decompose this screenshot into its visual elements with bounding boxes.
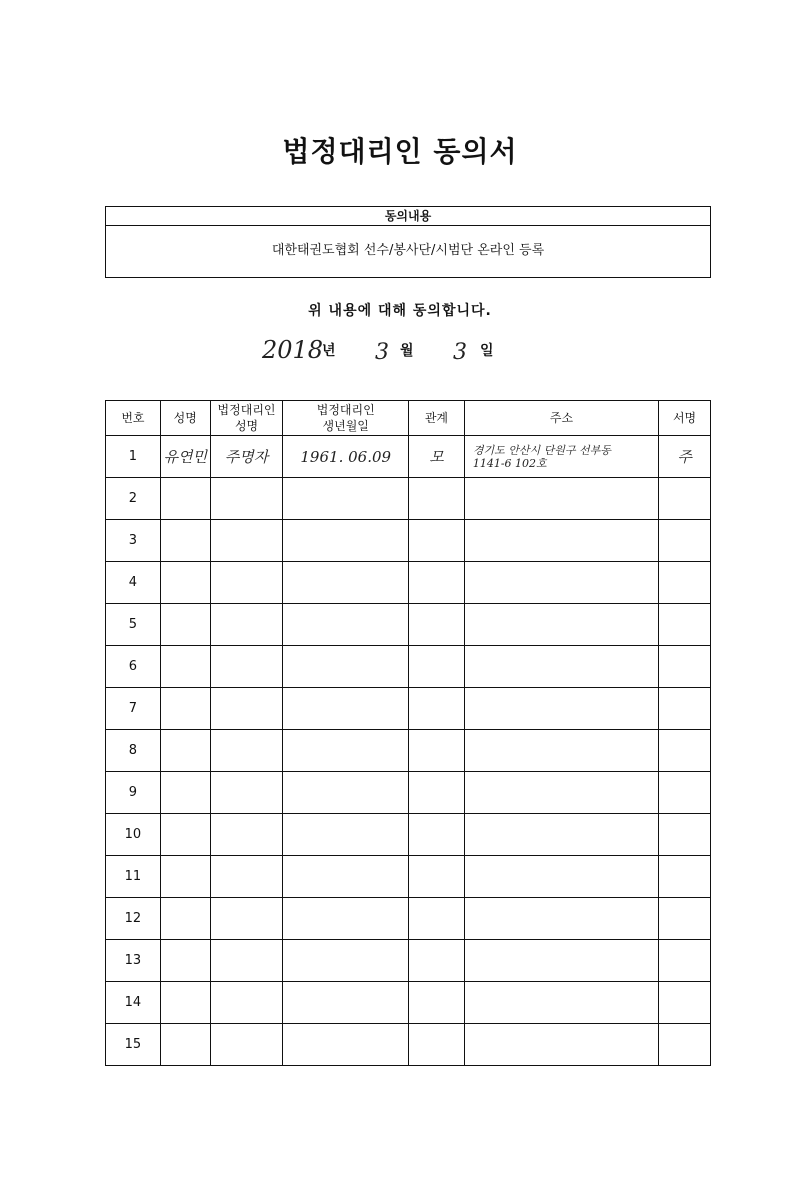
header-rep-name-line2: 성명 <box>234 419 259 433</box>
rep-name[interactable] <box>210 688 283 730</box>
rep-name[interactable] <box>210 520 283 562</box>
address[interactable] <box>464 982 658 1024</box>
row-number: 5 <box>106 604 161 646</box>
student-name[interactable] <box>160 1024 210 1066</box>
table-row <box>106 520 711 562</box>
relation[interactable] <box>409 814 465 856</box>
rep-name[interactable] <box>210 856 283 898</box>
address[interactable] <box>464 814 658 856</box>
header-rep-birth <box>283 401 409 436</box>
row-number: 10 <box>106 814 161 856</box>
relation[interactable] <box>409 982 465 1024</box>
row-number: 7 <box>106 688 161 730</box>
rep-birth[interactable] <box>283 478 409 520</box>
rep-name[interactable] <box>210 562 283 604</box>
row-number: 14 <box>106 982 161 1024</box>
row-number: 4 <box>106 562 161 604</box>
rep-birth[interactable] <box>283 604 409 646</box>
consent-box <box>105 206 711 278</box>
address[interactable] <box>464 856 658 898</box>
table-row <box>106 982 711 1024</box>
rep-name[interactable] <box>210 646 283 688</box>
table-row <box>106 478 711 520</box>
address-line2: 1141-6 102호 <box>472 456 547 470</box>
relation[interactable] <box>409 520 465 562</box>
row-number: 2 <box>106 478 161 520</box>
signature[interactable] <box>659 646 711 688</box>
signature[interactable] <box>659 562 711 604</box>
date-day-value: 3 <box>453 340 467 365</box>
student-name[interactable] <box>160 730 210 772</box>
student-name: 유연민 <box>160 436 210 478</box>
address[interactable] <box>464 730 658 772</box>
relation[interactable] <box>409 856 465 898</box>
rep-name[interactable] <box>210 730 283 772</box>
relation[interactable] <box>409 562 465 604</box>
address[interactable] <box>464 604 658 646</box>
row-number: 1 <box>106 436 161 478</box>
address[interactable] <box>464 898 658 940</box>
rep-birth[interactable] <box>283 772 409 814</box>
rep-name[interactable] <box>210 772 283 814</box>
rep-birth[interactable] <box>283 982 409 1024</box>
date-month-value: 3 <box>375 340 389 365</box>
address[interactable] <box>464 520 658 562</box>
header-rep-name <box>210 401 283 436</box>
rep-birth[interactable] <box>283 562 409 604</box>
signature[interactable] <box>659 604 711 646</box>
row-number: 3 <box>106 520 161 562</box>
header-no: 번호 <box>106 401 161 436</box>
rep-birth[interactable] <box>283 814 409 856</box>
header-sign: 서명 <box>659 401 711 436</box>
signature[interactable] <box>659 478 711 520</box>
header-relation: 관계 <box>409 401 465 436</box>
student-name[interactable] <box>160 562 210 604</box>
document-title: 법정대리인 동의서 <box>282 135 518 168</box>
row-number: 11 <box>106 856 161 898</box>
table-row <box>106 730 711 772</box>
rep-birth[interactable] <box>283 730 409 772</box>
rep-name[interactable] <box>210 478 283 520</box>
student-name[interactable] <box>160 982 210 1024</box>
relation[interactable] <box>409 478 465 520</box>
consent-table <box>105 400 711 1066</box>
relation[interactable] <box>409 940 465 982</box>
signature[interactable] <box>659 940 711 982</box>
agree-statement: 위 내용에 대해 동의합니다. <box>308 303 492 319</box>
address <box>464 436 658 478</box>
relation[interactable] <box>409 730 465 772</box>
table-row <box>106 898 711 940</box>
rep-name[interactable] <box>210 940 283 982</box>
student-name[interactable] <box>160 688 210 730</box>
row-number: 13 <box>106 940 161 982</box>
student-name[interactable] <box>160 646 210 688</box>
address-line1: 경기도 안산시 단원구 선부동 <box>472 443 611 457</box>
student-name[interactable] <box>160 772 210 814</box>
rep-birth[interactable] <box>283 898 409 940</box>
address[interactable] <box>464 772 658 814</box>
consent-box-content: 대한태권도협회 선수/봉사단/시범단 온라인 등록 <box>271 243 545 258</box>
rep-name[interactable] <box>210 1024 283 1066</box>
row-number: 8 <box>106 730 161 772</box>
relation[interactable] <box>409 646 465 688</box>
relation[interactable] <box>409 604 465 646</box>
table-row <box>106 604 711 646</box>
address[interactable] <box>464 562 658 604</box>
relation[interactable] <box>409 1024 465 1066</box>
table-row <box>106 856 711 898</box>
relation[interactable] <box>409 772 465 814</box>
header-address: 주소 <box>464 401 658 436</box>
date-month-unit: 월 <box>400 343 414 359</box>
signature[interactable] <box>659 730 711 772</box>
student-name[interactable] <box>160 856 210 898</box>
rep-name[interactable] <box>210 898 283 940</box>
relation[interactable] <box>409 898 465 940</box>
signature[interactable] <box>659 814 711 856</box>
header-rep-birth-line2: 생년월일 <box>322 419 369 433</box>
signature[interactable] <box>659 688 711 730</box>
address[interactable] <box>464 940 658 982</box>
rep-name[interactable] <box>210 814 283 856</box>
signature[interactable] <box>659 856 711 898</box>
signature[interactable] <box>659 982 711 1024</box>
table-row <box>106 688 711 730</box>
relation[interactable] <box>409 688 465 730</box>
student-name[interactable] <box>160 814 210 856</box>
address[interactable] <box>464 478 658 520</box>
row-number: 6 <box>106 646 161 688</box>
rep-birth[interactable] <box>283 1024 409 1066</box>
student-name[interactable] <box>160 478 210 520</box>
signature[interactable] <box>659 772 711 814</box>
signature[interactable] <box>659 1024 711 1066</box>
rep-name: 주명자 <box>210 436 283 478</box>
rep-birth[interactable] <box>283 940 409 982</box>
header-name: 성명 <box>160 401 210 436</box>
student-name[interactable] <box>160 604 210 646</box>
address[interactable] <box>464 688 658 730</box>
rep-birth[interactable] <box>283 688 409 730</box>
rep-birth[interactable] <box>283 856 409 898</box>
rep-name[interactable] <box>210 604 283 646</box>
student-name[interactable] <box>160 940 210 982</box>
rep-birth[interactable] <box>283 646 409 688</box>
table-row <box>106 940 711 982</box>
address[interactable] <box>464 1024 658 1066</box>
row-number: 12 <box>106 898 161 940</box>
signature[interactable] <box>659 520 711 562</box>
table-row <box>106 646 711 688</box>
rep-birth: 1961. 06.09 <box>283 436 409 478</box>
table-row <box>106 814 711 856</box>
signature[interactable] <box>659 898 711 940</box>
relation: 모 <box>409 436 465 478</box>
date-year-unit: 년 <box>322 343 336 359</box>
rep-name[interactable] <box>210 982 283 1024</box>
row-number: 9 <box>106 772 161 814</box>
header-rep-birth-line1: 법정대리인 <box>316 403 375 417</box>
address[interactable] <box>464 646 658 688</box>
table-row <box>106 436 711 478</box>
student-name[interactable] <box>160 898 210 940</box>
consent-box-header: 동의내용 <box>106 207 710 226</box>
header-rep-name-line1: 법정대리인 <box>217 403 276 417</box>
table-row <box>106 772 711 814</box>
signature: 주 <box>659 436 711 478</box>
student-name[interactable] <box>160 520 210 562</box>
date-day-unit: 일 <box>480 343 494 359</box>
table-row <box>106 562 711 604</box>
date-year-value: 2018 <box>262 336 324 364</box>
rep-birth[interactable] <box>283 520 409 562</box>
table-header-row <box>106 401 711 436</box>
row-number: 15 <box>106 1024 161 1066</box>
table-row <box>106 1024 711 1066</box>
